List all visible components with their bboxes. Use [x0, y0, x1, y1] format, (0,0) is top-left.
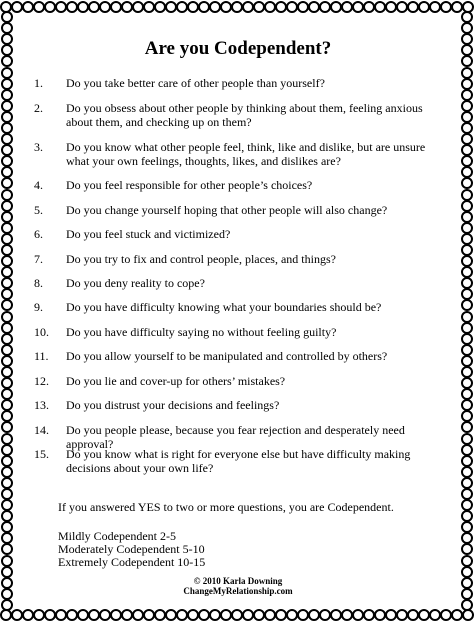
codependency-levels: [58, 530, 205, 569]
page-title: Are you Codependent?: [144, 38, 332, 59]
question-number: 10.: [34, 325, 49, 339]
border-ring: [461, 189, 473, 201]
border-ring: [1, 555, 13, 567]
question-text: Do you change yourself hoping that other people will also change?: [66, 203, 388, 217]
question-text: Do you people please, because you fear rejection and desperately need approval?: [66, 423, 405, 451]
border-ring: [461, 543, 473, 555]
border-ring: [1, 211, 13, 223]
border-ring: [1, 67, 13, 79]
border-ring: [461, 78, 473, 90]
question-text: Do you have difficulty saying no without feeling guilty?: [66, 325, 337, 339]
border-ring: [461, 433, 473, 445]
border-ring: [461, 322, 473, 334]
question-number: 8.: [34, 276, 43, 290]
level-extreme: Extremely Codependent 10-15: [58, 555, 206, 569]
border-ring: [1, 577, 13, 589]
question-number: 9.: [34, 300, 43, 314]
border-ring: [461, 200, 473, 212]
border-ring: [461, 55, 473, 67]
border-ring: [1, 189, 13, 201]
question-text: Do you distrust your decisions and feelings?: [66, 398, 280, 412]
question-text: Do you take better care of other people than yourself?: [66, 76, 325, 90]
question-number: 11.: [34, 349, 49, 363]
border-ring: [461, 211, 473, 223]
border-ring: [461, 599, 473, 611]
border-ring: [461, 89, 473, 101]
website-text: ChangeMyRelationship.com: [183, 586, 293, 596]
question-number: 3.: [34, 140, 43, 154]
question-text: Do you lie and cover-up for others’ mistakes?: [66, 374, 286, 388]
question-text: Do you deny reality to cope?: [66, 276, 205, 290]
question-number: 12.: [34, 374, 49, 388]
border-ring: [461, 311, 473, 323]
question-text: Do you allow yourself to be manipulated and controlled by others?: [66, 349, 388, 363]
border-ring: [1, 55, 13, 67]
border-ring: [1, 322, 13, 334]
question-text: Do you know what other people feel, think, like and dislike, but are unsure what your own feelings, thoughts, likes, and dislikes are?: [66, 140, 426, 168]
question-text: Do you know what is right for everyone else but have difficulty making decisions about your own life?: [66, 447, 411, 475]
border-ring: [1, 333, 13, 345]
border-ring: [1, 599, 13, 611]
border-ring: [1, 566, 13, 578]
border-ring: [461, 455, 473, 467]
border-ring: [1, 455, 13, 467]
border-ring: [1, 543, 13, 555]
question-text: Do you try to fix and control people, places, and things?: [66, 252, 336, 266]
question-number: 14.: [34, 423, 49, 437]
level-moderate: Moderately Codependent 5-10: [58, 542, 205, 556]
border-ring: [1, 200, 13, 212]
border-ring: [461, 421, 473, 433]
question-text: Do you feel responsible for other people’s choices?: [66, 178, 313, 192]
question-text: Do you have difficulty knowing what your boundaries should be?: [66, 300, 382, 314]
question-number: 4.: [34, 178, 43, 192]
footer: [26, 576, 450, 596]
border-ring: [1, 177, 13, 189]
question-number: 13.: [34, 398, 49, 412]
border-ring: [461, 333, 473, 345]
question-number: 5.: [34, 203, 43, 217]
question-text: Do you feel stuck and victimized?: [66, 227, 231, 241]
quiz-sheet: [26, 24, 450, 600]
border-ring: [1, 421, 13, 433]
question-number: 7.: [34, 252, 43, 266]
question-number: 6.: [34, 227, 43, 241]
border-ring: [1, 444, 13, 456]
border-ring: [461, 577, 473, 589]
border-ring: [461, 555, 473, 567]
border-ring: [461, 177, 473, 189]
copyright-text: © 2010 Karla Downing: [193, 576, 283, 586]
question-text: Do you obsess about other people by thinking about them, feeling anxious about them, and checking up on them?: [66, 101, 423, 129]
question-number: 15.: [34, 447, 49, 461]
border-ring: [1, 311, 13, 323]
border-ring: [1, 433, 13, 445]
border-ring: [461, 299, 473, 311]
scoring-note: If you answered YES to two or more questions, you are Codependent.: [58, 500, 394, 514]
question-number: 2.: [34, 101, 43, 115]
border-ring: [461, 444, 473, 456]
level-mild: Mildly Codependent 2-5: [58, 529, 176, 543]
border-ring: [461, 67, 473, 79]
question-number: 1.: [34, 76, 43, 90]
border-ring: [1, 78, 13, 90]
border-ring: [1, 299, 13, 311]
border-ring: [1, 89, 13, 101]
border-ring: [461, 566, 473, 578]
